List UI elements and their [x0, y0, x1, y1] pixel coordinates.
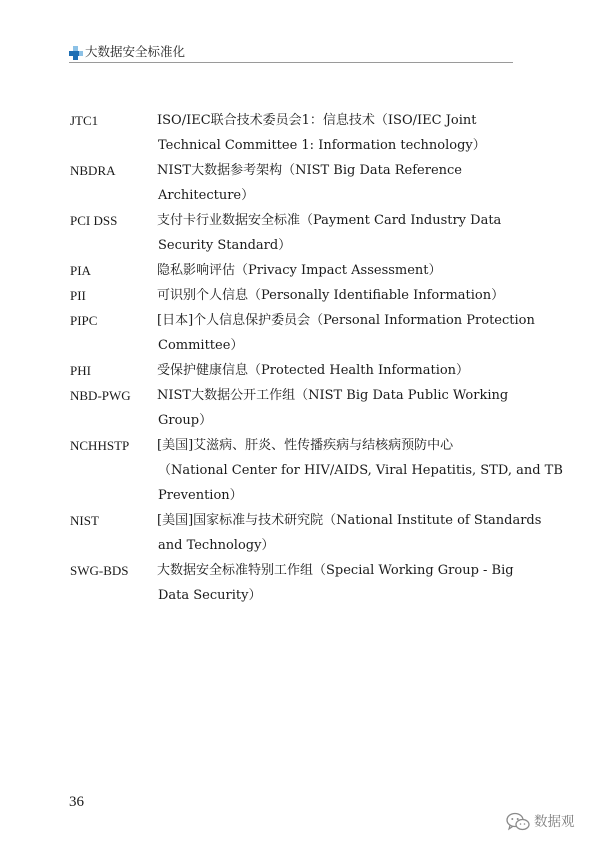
page-number: 36	[69, 794, 84, 810]
definition-line: NIST大数据公开工作组（NIST Big Data Public Working	[157, 388, 509, 403]
header-title: 大数据安全标准化	[85, 44, 186, 59]
entry-row	[70, 558, 525, 608]
entry-row	[70, 508, 542, 558]
entry-definition	[157, 158, 525, 208]
logo-icon	[69, 46, 83, 60]
page-header	[69, 44, 513, 62]
definition-line: Committee）	[158, 338, 244, 353]
definition-line: 支付卡行业数据安全标准（Payment Card Industry Data	[157, 213, 502, 228]
entry-abbreviation: PIA	[70, 263, 91, 278]
entry-abbreviation: PCI DSS	[70, 213, 118, 228]
definition-line: 可识别个人信息（Personally Identifiable Information）	[157, 288, 505, 303]
definition-line: Data Security）	[158, 588, 262, 603]
entry-definition	[157, 508, 542, 558]
entry-definition	[157, 258, 525, 283]
entry-abbreviation: PHI	[70, 363, 91, 378]
definition-line: 受保护健康信息（Protected Health Information）	[157, 363, 470, 378]
definition-line: [美国]国家标准与技术研究院（National Institute of Standards	[157, 513, 542, 528]
entry-definition	[157, 208, 525, 258]
entry-row	[70, 283, 525, 308]
entry-abbreviation: JTC1	[70, 113, 99, 128]
entry-definition	[157, 433, 563, 508]
entry-definition	[157, 283, 525, 308]
definition-line: ISO/IEC联合技术委员会1：信息技术（ISO/IEC Joint	[157, 113, 477, 128]
definition-line: （National Center for HIV/AIDS, Viral Hepatitis, STD, and TB	[158, 463, 563, 478]
entry-abbreviation: PII	[70, 288, 86, 303]
entry-row	[70, 208, 525, 258]
entry-abbreviation: NBDRA	[70, 163, 116, 178]
definition-line: Security Standard）	[158, 238, 292, 253]
entry-row	[70, 108, 525, 158]
entry-definition	[157, 383, 525, 433]
definition-line: Architecture）	[158, 188, 255, 203]
entry-row	[70, 308, 535, 358]
entry-abbreviation: PIPC	[70, 313, 98, 328]
definition-line: [美国]艾滋病、肝炎、性传播疾病与结核病预防中心	[157, 438, 454, 453]
entry-row	[70, 383, 525, 433]
definition-line: 大数据安全标准特别工作组（Special Working Group - Big	[157, 563, 514, 578]
definition-line: Prevention）	[158, 488, 243, 503]
wechat-icon	[506, 812, 530, 832]
definition-line: [日本]个人信息保护委员会（Personal Information Protection	[157, 313, 535, 328]
entry-row	[70, 258, 525, 283]
definition-line: Technical Committee 1: Information technology）	[158, 138, 486, 153]
entry-row	[70, 433, 563, 508]
entry-definition	[157, 358, 525, 383]
entry-abbreviation: NCHHSTP	[70, 438, 130, 453]
definition-line: 隐私影响评估（Privacy Impact Assessment）	[157, 263, 442, 278]
entry-row	[70, 158, 525, 208]
header-divider	[69, 62, 513, 63]
entry-row	[70, 358, 525, 383]
abbreviation-list	[70, 108, 563, 608]
entry-abbreviation: NIST	[70, 513, 99, 528]
definition-line: and Technology）	[158, 538, 275, 553]
entry-definition	[157, 558, 525, 608]
watermark-text: 数据观	[534, 814, 575, 830]
definition-line: Group）	[158, 413, 213, 428]
entry-abbreviation: SWG-BDS	[70, 563, 129, 578]
entry-definition	[157, 308, 535, 358]
entry-abbreviation: NBD-PWG	[70, 388, 131, 403]
definition-line: NIST大数据参考架构（NIST Big Data Reference	[157, 163, 462, 178]
entry-definition	[157, 108, 525, 158]
